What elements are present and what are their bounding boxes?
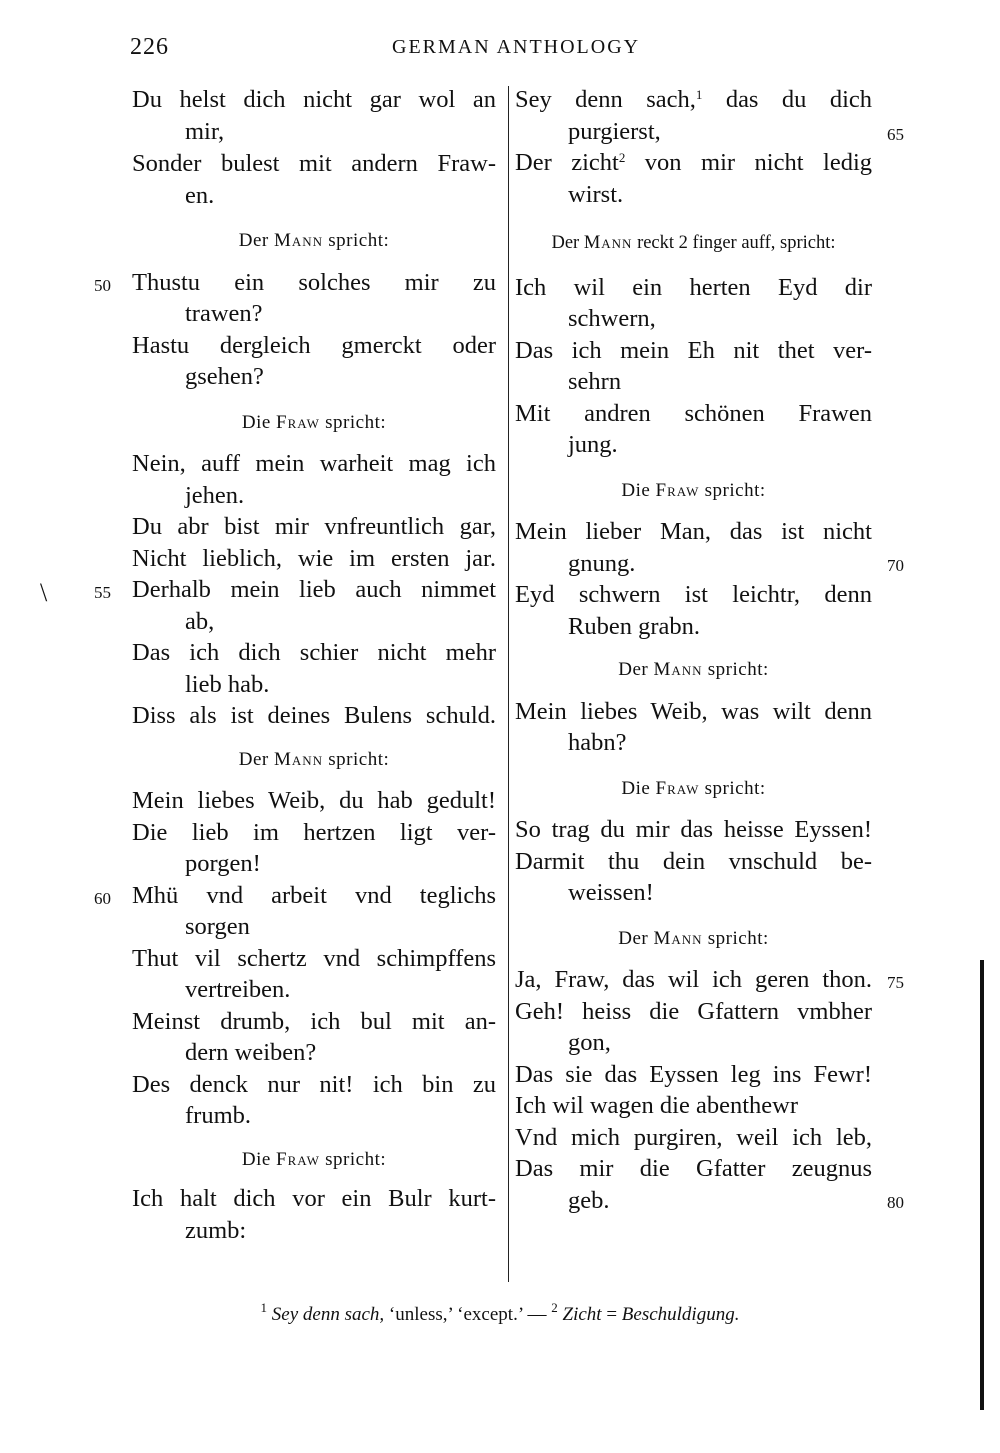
- running-head: GERMAN ANTHOLOGY: [392, 36, 641, 58]
- verse-line: Das ich mein Eh nit thet ver- sehrn: [515, 336, 872, 395]
- footnote-marker: 2: [618, 150, 626, 165]
- footnote-marker: 1: [695, 87, 703, 102]
- verse-line: Nicht lieblich, wie im ersten jar.: [132, 544, 496, 572]
- page-number: 226: [130, 34, 169, 60]
- verse-line: Nein, auff mein warheit mag ich jehen.: [132, 450, 496, 509]
- verse-line: 55 Derhalb mein lieb auch nimmet ab,: [94, 576, 496, 635]
- speaker-heading: Die Fraw spricht:: [241, 1148, 387, 1170]
- line-number: 80: [887, 1193, 904, 1212]
- verse-line: Das sie das Eyssen leg ins Fewr!: [515, 1060, 872, 1088]
- verse-line: Die lieb im hertzen ligt ver- porgen!: [132, 818, 496, 877]
- speaker-heading: Der Mann spricht:: [238, 748, 390, 770]
- verse-line: Eyd schwern ist leichtr, denn Ruben grabn.: [515, 581, 872, 640]
- verse-line: Hastu dergleich gmerckt oder gsehen?: [132, 331, 496, 390]
- verse-line: Du abr bist mir vnfreuntlich gar,: [132, 513, 496, 540]
- stray-mark: \: [40, 578, 48, 607]
- verse-line: Des denck nur nit! ich bin zu frumb.: [132, 1070, 496, 1129]
- verse-line: Ich wil wagen die abenthewr: [515, 1092, 798, 1119]
- verse-line: Sonder bulest mit andern Fraw- en.: [132, 150, 496, 209]
- speaker-heading: Die Fraw spricht:: [621, 777, 766, 799]
- speaker-heading: Der Mann reckt 2 finger auff, spricht:: [551, 233, 836, 253]
- verse-line: Darmit thu dein vnschuld be- weissen!: [515, 847, 872, 906]
- verse-line: Ich halt dich vor ein Bulr kurt- zumb:: [132, 1185, 496, 1244]
- left-column: [94, 84, 496, 1246]
- verse-line: 80 Das mir die Gfatter zeugnus geb.: [515, 1153, 872, 1216]
- right-edge-border: [980, 960, 984, 1410]
- verse-line: Du helst dich nicht gar wol an mir,: [132, 86, 496, 145]
- line-number: 55: [94, 583, 111, 602]
- line-number: 50: [94, 275, 111, 295]
- speaker-heading: Der Mann spricht:: [618, 659, 769, 680]
- footnote-number: 1: [260, 1300, 268, 1315]
- verse-line: So trag du mir das heisse Eyssen!: [515, 816, 872, 843]
- verse-line: 60 Mhü vnd arbeit vnd teglichs sorgen: [94, 881, 496, 940]
- line-number: 70: [887, 556, 904, 575]
- line-number: 75: [887, 973, 904, 992]
- right-column: [515, 84, 904, 1216]
- verse-line: Geh! heiss die Gfattern vmbher gon,: [515, 997, 872, 1056]
- speaker-heading: Die Fraw spricht:: [621, 479, 766, 501]
- verse-line: Mein liebes Weib, du hab gedult!: [132, 787, 496, 814]
- verse-line: 65 Sey denn sach,$^1$ das du dich purgierst,: [515, 84, 872, 147]
- footnote-number: 2: [551, 1300, 558, 1315]
- verse-line: Das ich dich schier nicht mehr lieb hab.: [132, 639, 496, 698]
- line-number: 65: [887, 125, 904, 144]
- verse-line: Mein liebes Weib, was wilt denn habn?: [515, 697, 872, 756]
- verse-line: Diss als ist deines Bulens schuld.: [132, 702, 496, 729]
- verse-line: 75 Ja, Fraw, das wil ich geren thon.: [515, 964, 872, 996]
- line-number: 60: [94, 888, 111, 908]
- column-rule: [508, 86, 509, 1282]
- speaker-heading: Der Mann spricht:: [618, 927, 769, 949]
- verse-line: Meinst drumb, ich bul mit an- dern weiben?: [132, 1007, 496, 1066]
- speaker-heading: Die Fraw spricht:: [241, 411, 387, 433]
- verse-line: Vnd mich purgiren, weil ich leb,: [515, 1123, 872, 1151]
- verse-line: 50 Thustu ein solches mir zu trawen?: [94, 268, 496, 327]
- footnote: $^1$ Sey denn sach, ‘unless,’ ‘except.’ — $^2$ Zicht = Beschuldigung.: [260, 1300, 740, 1325]
- verse-line: 70 Mein lieber Man, das ist nicht gnung.: [515, 516, 872, 579]
- verse-line: Ich wil ein herten Eyd dir schwern,: [515, 273, 872, 332]
- verse-line: Der zicht$^2$ von mir nicht ledig wirst.: [515, 149, 873, 208]
- verse-line: Thut vil schertz vnd schimpffens vertreiben.: [132, 944, 496, 1003]
- verse-line: Mit andren schönen Frawen jung.: [515, 399, 872, 458]
- speaker-heading: Der Mann spricht:: [238, 230, 390, 251]
